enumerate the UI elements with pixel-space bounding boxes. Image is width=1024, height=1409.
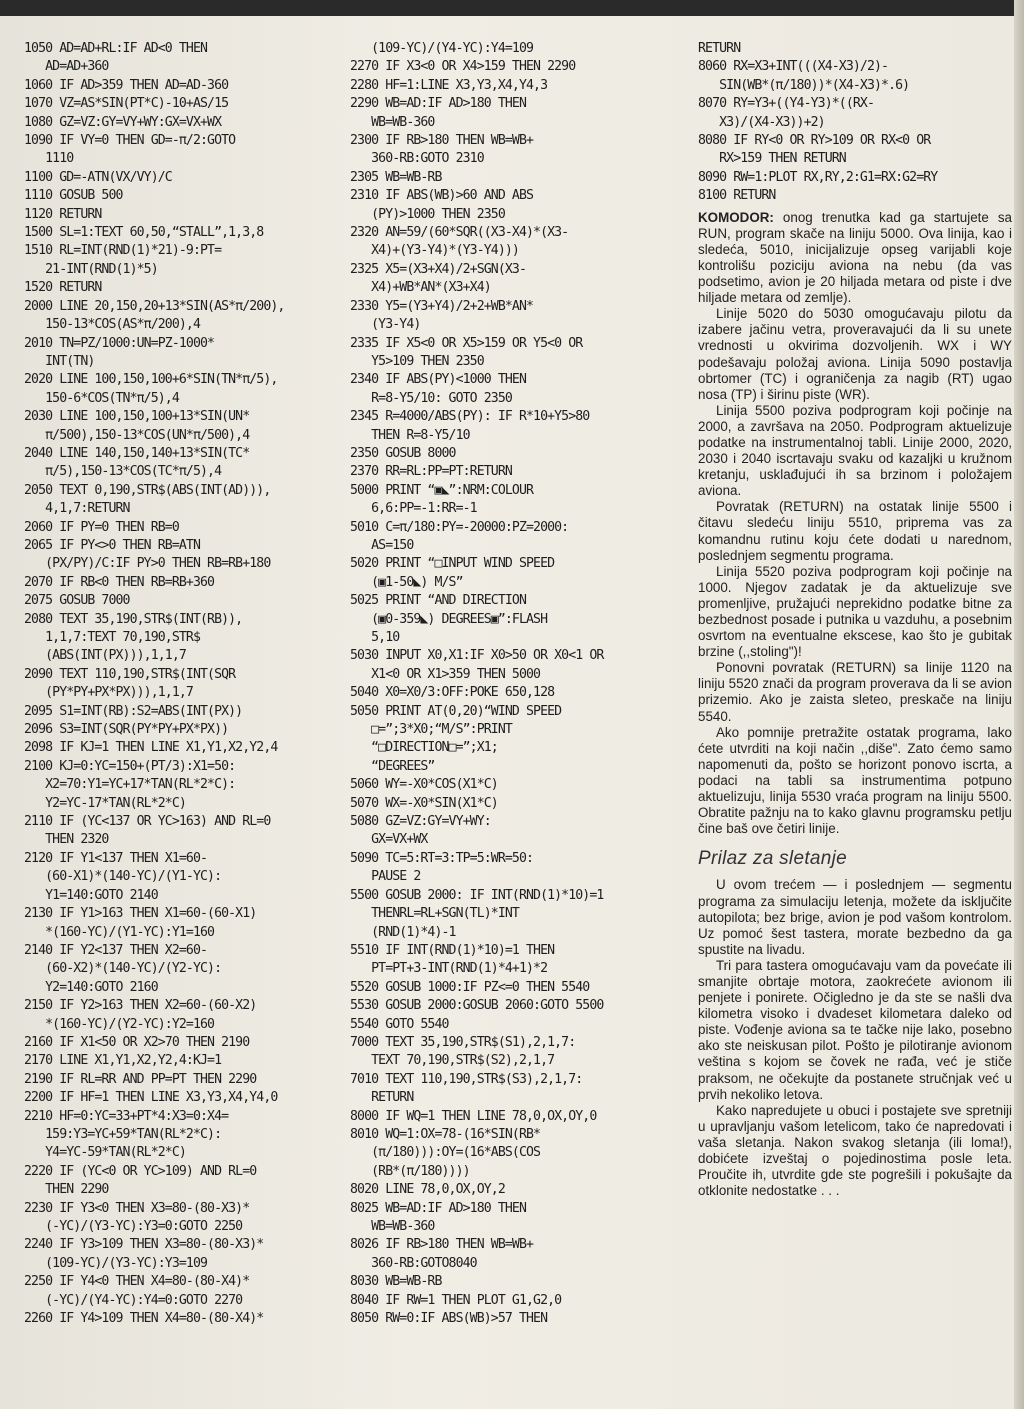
code-line: 2300 IF RB>180 THEN WB=WB+: [350, 133, 534, 149]
code-line: X2=70:Y1=YC+17*TAN(RL*2*C):: [24, 777, 236, 793]
code-line: 1520 RETURN: [24, 280, 102, 296]
code-line: 2210 HF=0:YC=33+PT*4:X3=0:X4=: [24, 1108, 229, 1124]
code-line: 360-RB:GOTO 2310: [350, 151, 484, 167]
code-line: 8080 IF RY<0 OR RY>109 OR RX<0 OR: [698, 133, 931, 149]
code-line: 2110 IF (YC<137 OR YC>163) AND RL=0: [24, 814, 271, 830]
code-line: 8090 RW=1:PLOT RX,RY,2:G1=RX:G2=RY: [698, 169, 938, 185]
code-line: 1050 AD=AD+RL:IF AD<0 THEN: [24, 41, 208, 56]
code-line: PT=PT+3-INT(RND(1)*4+1)*2: [350, 961, 548, 977]
code-block-right: [698, 40, 1012, 206]
code-line: PAUSE 2: [350, 869, 421, 885]
code-column-middle: [350, 40, 680, 1328]
paragraph-text: onog trenutka kad ga startujete sa RUN, program skače na liniju 5000. Ova linija, kao i sledeća, 5010, inicijalizuje opseg varijabli koje kontrolišu poziciju aviona na nebu (da vas podsetimo, avion je 20 hiljada metara od piste i dve hiljade metara od zemlje).: [698, 209, 1012, 306]
code-line: 8070 RY=Y3+((Y4-Y3)*((RX-: [698, 96, 874, 112]
code-line: 2305 WB=WB-RB: [350, 169, 442, 185]
code-line: 2096 S3=INT(SQR(PY*PY+PX*PX)): [24, 722, 229, 738]
code-line: 2160 IF X1<50 OR X2>70 THEN 2190: [24, 1034, 250, 1050]
code-line: (ABS(INT(PX))),1,1,7: [24, 648, 186, 664]
code-line: (PY)>1000 THEN 2350: [350, 206, 505, 222]
code-line: X3)/(X4-X3))+2): [698, 114, 825, 130]
code-line: 5080 GZ=VZ:GY=VY+WY:: [350, 814, 491, 830]
code-line: 360-RB:GOTO8040: [350, 1255, 477, 1271]
code-line: 1080 GZ=VZ:GY=VY+WY:GX=VX+WX: [24, 114, 222, 130]
code-line: 2095 S1=INT(RB):S2=ABS(INT(PX)): [24, 703, 243, 719]
code-line: 2340 IF ABS(PY)<1000 THEN: [350, 372, 526, 388]
code-line: 5500 GOSUB 2000: IF INT(RND(1)*10)=1: [350, 887, 604, 903]
code-column-left: [24, 40, 342, 1328]
paragraph: Linije 5020 do 5030 omogućavaju pilotu da izabere jačinu vetra, proveravajući da li su unete vrednosti u okvirima dozvoljenih. WX i WY podešavaju položaj aviona. Linija 5090 postavlja obrtomer (TC) i ograničenja za nagib (RT) ugao nosa (TP) i širinu piste (WR).: [698, 306, 1012, 402]
code-line: (π/180))):OY=(16*ABS(COS: [350, 1145, 541, 1161]
article-body: [698, 210, 1012, 1200]
code-line: 2310 IF ABS(WB)>60 AND ABS: [350, 188, 534, 204]
code-line: 2150 IF Y2>163 THEN X2=60-(60-X2): [24, 998, 257, 1014]
code-line: 2350 GOSUB 8000: [350, 445, 456, 461]
code-line: 8000 IF WQ=1 THEN LINE 78,0,OX,OY,0: [350, 1108, 597, 1124]
code-line: 1090 IF VY=0 THEN GD=-π/2:GOTO: [24, 133, 236, 149]
code-line: 2330 Y5=(Y3+Y4)/2+2+WB*AN*: [350, 298, 534, 314]
code-line: 5530 GOSUB 2000:GOSUB 2060:GOTO 5500: [350, 998, 604, 1014]
code-line: 2140 IF Y2<137 THEN X2=60-: [24, 942, 208, 958]
code-line: THEN R=8-Y5/10: [350, 427, 470, 443]
code-line: 8060 RX=X3+INT(((X4-X3)/2)-: [698, 59, 889, 75]
code-line: (-YC)/(Y3-YC):Y3=0:GOTO 2250: [24, 1219, 243, 1234]
code-line: 2260 IF Y4>109 THEN X4=80-(80-X4)*: [24, 1311, 264, 1327]
code-line: 2065 IF PY<>0 THEN RB=ATN: [24, 537, 200, 553]
code-line: 2130 IF Y1>163 THEN X1=60-(60-X1): [24, 906, 257, 922]
code-line: 2090 TEXT 110,190,STR$(INT(SQR: [24, 666, 236, 682]
code-line: 2098 IF KJ=1 THEN LINE X1,Y1,X2,Y2,4: [24, 740, 278, 756]
code-line: 1510 RL=INT(RND(1)*21)-9:PT=: [24, 243, 222, 259]
code-line: X1<0 OR X1>359 THEN 5000: [350, 666, 541, 682]
code-line: 2190 IF RL=RR AND PP=PT THEN 2290: [24, 1071, 257, 1087]
code-line: AS=150: [350, 537, 414, 553]
code-line: 2020 LINE 100,150,100+6*SIN(TN*π/5),: [24, 372, 278, 388]
code-line: 2070 IF RB<0 THEN RB=RB+360: [24, 574, 215, 590]
code-line: 2280 HF=1:LINE X3,Y3,X4,Y4,3: [350, 77, 548, 93]
code-line: 2040 LINE 140,150,140+13*SIN(TC*: [24, 445, 250, 461]
code-line: 2170 LINE X1,Y1,X2,Y2,4:KJ=1: [24, 1053, 222, 1069]
code-line: 2080 TEXT 35,190,STR$(INT(RB)),: [24, 611, 243, 627]
code-line: Y2=140:GOTO 2160: [24, 979, 158, 995]
code-line: 5090 TC=5:RT=3:TP=5:WR=50:: [350, 850, 534, 866]
code-line: 5010 C=π/180:PY=-20000:PZ=2000:: [350, 519, 569, 535]
code-line: 8026 IF RB>180 THEN WB=WB+: [350, 1237, 534, 1253]
code-line: THEN 2290: [24, 1182, 109, 1198]
code-line: 5070 WX=-X0*SIN(X1*C): [350, 795, 498, 811]
code-line: 5030 INPUT X0,X1:IF X0>50 OR X0<1 OR: [350, 648, 604, 664]
code-line: 2010 TN=PZ/1000:UN=PZ-1000*: [24, 335, 215, 351]
code-line: 5060 WY=-X0*COS(X1*C): [350, 777, 498, 793]
paragraph: Linija 5500 poziva podprogram koji počinje na 2000, a završava na 2050. Podprogram aktuelizuje podatke na instrumentalnoj tabli. Linije 2000, 2020, 2030 i 2040 iscrtavaju svaku od kazaljki u kružnom kretanju, usklađujući ih sa brzinom i položajem aviona.: [698, 402, 1012, 499]
scan-right-edge: [1014, 0, 1024, 1409]
code-line: 2335 IF X5<0 OR X5>159 OR Y5<0 OR: [350, 335, 583, 351]
code-line: 2120 IF Y1<137 THEN X1=60-: [24, 850, 208, 866]
code-line: 6,6:PP=-1:RR=-1: [350, 501, 477, 517]
paragraph: Linija 5520 poziva podprogram koji počinje na 1000. Njegov zadatak je da aktuelizuje sve promenljive, pružajući neprekidno podatke bitne za bezbednost posade i putnika u vazduhu, a posebnim osvrtom na eventualne ekscese, kao što je gubitak brzine (,,stoling")!: [698, 563, 1012, 660]
code-line: 2250 IF Y4<0 THEN X4=80-(80-X4)*: [24, 1274, 250, 1290]
paragraph: Povratak (RETURN) na ostatak linije 5500 i čitavu sledeću liniju 5510, priprema vas za komandnu rutinu koju ćete dodati u narednom, poslednjem segmentu programa.: [698, 499, 1012, 563]
code-line: (RND(1)*4)-1: [350, 924, 456, 940]
paragraph: [698, 210, 1012, 307]
code-line: (109-YC)/(Y4-YC):Y4=109: [350, 41, 534, 56]
code-line: THENRL=RL+SGN(TL)*INT: [350, 906, 519, 922]
code-line: 2200 IF HF=1 THEN LINE X3,Y3,X4,Y4,0: [24, 1090, 278, 1106]
code-line: 4,1,7:RETURN: [24, 501, 130, 517]
code-line: THEN 2320: [24, 832, 109, 848]
code-line: 8030 WB=WB-RB: [350, 1274, 442, 1290]
code-line: □=”;3*X0;“M/S”:PRINT: [350, 722, 512, 738]
code-line: 2220 IF (YC<0 OR YC>109) AND RL=0: [24, 1163, 257, 1179]
text-column-right: [698, 40, 1012, 1199]
code-line: 150-6*COS(TN*π/5),4: [24, 390, 179, 406]
code-line: Y5>109 THEN 2350: [350, 353, 484, 369]
code-line: 2100 KJ=0:YC=150+(PT/3):X1=50:: [24, 758, 236, 774]
code-line: 5,10: [350, 630, 400, 645]
code-line: GX=VX+WX: [350, 832, 428, 848]
code-line: R=8-Y5/10: GOTO 2350: [350, 390, 512, 406]
code-line: 2050 TEXT 0,190,STR$(ABS(INT(AD))),: [24, 482, 271, 498]
paragraph: Ponovni povratak (RETURN) sa linije 1120 na liniju 5520 znači da program proverava da li se avion prizemio. Ako je zaista sleteo, preskače na liniju 5540.: [698, 660, 1012, 724]
code-line: Y1=140:GOTO 2140: [24, 887, 158, 903]
code-line: (RB*(π/180)))): [350, 1163, 470, 1179]
paragraph: U ovom trećem — i poslednjem — segmentu programa za simulaciju letenja, možete da isključite autopilota; bez brige, avion je pod vašom kontrolom. Uz pomoć šest tastera, morate bezbedno da ga spustite na livadu.: [698, 877, 1012, 957]
code-line: 21-INT(RND(1)*5): [24, 261, 158, 277]
code-line: (109-YC)/(Y3-YC):Y3=109: [24, 1255, 208, 1271]
code-line: 1110 GOSUB 500: [24, 188, 123, 204]
code-line: 8100 RETURN: [698, 188, 776, 204]
code-line: 2290 WB=AD:IF AD>180 THEN: [350, 96, 526, 112]
section-heading: Prilaz za sletanje: [698, 848, 848, 870]
code-line: SIN(WB*(π/180))*(X4-X3)*.6): [698, 77, 910, 93]
code-line: 1060 IF AD>359 THEN AD=AD-360: [24, 77, 229, 93]
code-line: (PY*PY+PX*PX))),1,1,7: [24, 685, 193, 701]
code-line: 1120 RETURN: [24, 206, 102, 222]
code-line: 1100 GD=-ATN(VX/VY)/C: [24, 169, 172, 185]
code-line: 8020 LINE 78,0,OX,OY,2: [350, 1182, 505, 1198]
code-line: 5020 PRINT “□INPUT WIND SPEED: [350, 556, 555, 572]
code-line: *(160-YC)/(Y2-YC):Y2=160: [24, 1016, 215, 1032]
code-line: (60-X2)*(140-YC)/(Y2-YC):: [24, 961, 222, 977]
code-line: (PX/PY)/C:IF PY>0 THEN RB=RB+180: [24, 556, 271, 572]
code-line: “DEGREES”: [350, 758, 435, 774]
code-line: (60-X1)*(140-YC)/(Y1-YC):: [24, 869, 222, 885]
code-line: X4)+WB*AN*(X3+X4): [350, 280, 491, 296]
code-line: 7000 TEXT 35,190,STR$(S1),2,1,7:: [350, 1034, 576, 1050]
code-line: 2075 GOSUB 7000: [24, 593, 130, 609]
code-line: INT(TN): [24, 353, 95, 369]
code-line: WB=WB-360: [350, 114, 435, 130]
code-line: 159:Y3=YC+59*TAN(RL*2*C):: [24, 1126, 222, 1142]
code-line: 2270 IF X3<0 OR X4>159 THEN 2290: [350, 59, 576, 75]
code-line: 2325 X5=(X3+X4)/2+SGN(X3-: [350, 261, 526, 277]
code-line: 2000 LINE 20,150,20+13*SIN(AS*π/200),: [24, 298, 285, 314]
code-line: Y4=YC-59*TAN(RL*2*C): [24, 1145, 186, 1161]
code-line: 1110: [24, 151, 74, 167]
code-line: RX>159 THEN RETURN: [698, 151, 846, 167]
code-line: π/500),150-13*COS(UN*π/500),4: [24, 427, 250, 443]
code-line: 5520 GOSUB 1000:IF PZ<=0 THEN 5540: [350, 979, 590, 995]
code-line: *(160-YC)/(Y1-YC):Y1=160: [24, 924, 215, 940]
code-line: 8025 WB=AD:IF AD>180 THEN: [350, 1200, 526, 1216]
code-line: π/5),150-13*COS(TC*π/5),4: [24, 464, 222, 480]
code-line: 5000 PRINT “▣◣”:NRM:COLOUR: [350, 482, 534, 498]
code-line: 1500 SL=1:TEXT 60,50,“STALL”,1,3,8: [24, 225, 264, 241]
code-line: 2230 IF Y3<0 THEN X3=80-(80-X3)*: [24, 1200, 250, 1216]
code-line: “□DIRECTION□=”;X1;: [350, 740, 498, 756]
code-line: 2345 R=4000/ABS(PY): IF R*10+Y5>80: [350, 409, 590, 425]
code-line: 8010 WQ=1:OX=78-(16*SIN(RB*: [350, 1126, 541, 1142]
code-line: RETURN: [350, 1090, 414, 1106]
code-line: 1070 VZ=AS*SIN(PT*C)-10+AS/15: [24, 96, 229, 112]
code-line: 5540 GOTO 5540: [350, 1016, 449, 1032]
code-line: AD=AD+360: [24, 59, 109, 75]
code-line: 2240 IF Y3>109 THEN X3=80-(80-X3)*: [24, 1237, 264, 1253]
code-line: 2320 AN=59/(60*SQR((X3-X4)*(X3-: [350, 225, 569, 241]
paragraph: Ako pomnije pretražite ostatak programa, lako ćete utvrditi na koji način ,,diše". Zato ćemo samo napomenuti da, pošto se horizont ponovo iscrta, a podaci na tabli sa instrumentima potpuno aktuelizuju, linija 5530 vraća program na liniju 5500. Obratite pažnju na to kako glavnu programsku petlju čine baš ove četiri linije.: [698, 724, 1012, 837]
code-line: 8040 IF RW=1 THEN PLOT G1,G2,0: [350, 1292, 562, 1308]
code-line: TEXT 70,190,STR$(S2),2,1,7: [350, 1053, 555, 1069]
code-line: 150-13*COS(AS*π/200),4: [24, 317, 200, 333]
code-line: 5040 X0=X0/3:OFF:POKE 650,128: [350, 685, 555, 701]
komodor-label: KOMODOR:: [698, 209, 774, 225]
code-line: 5050 PRINT AT(0,20)“WIND SPEED: [350, 703, 562, 719]
code-line: 1,1,7:TEXT 70,190,STR$: [24, 630, 200, 645]
scan-top-edge: [0, 0, 1024, 16]
code-line: 2030 LINE 100,150,100+13*SIN(UN*: [24, 409, 250, 425]
code-line: WB=WB-360: [350, 1219, 435, 1234]
code-line: 2060 IF PY=0 THEN RB=0: [24, 519, 179, 535]
paragraph: Tri para tastera omogućavaju vam da povećate ili smanjite obrtaje motora, zaokrećete avionom ili penjete i ponirete. Očigledno je da ste se našli dva kilometra visoko i dvadeset kilometara daleko od piste. Vođenje aviona sa te tačke nije lako, posebno ako ste neiskusan pilot. Pošto je pilotiranje avionom veština s kojom se čovek ne rađa, već je stiče praksom, ne očekujte da postanete stručnjak već u prvih nekoliko letova.: [698, 957, 1012, 1102]
code-line: (Y3-Y4): [350, 317, 421, 333]
code-line: (-YC)/(Y4-YC):Y4=0:GOTO 2270: [24, 1292, 243, 1308]
code-line: 5025 PRINT “AND DIRECTION: [350, 593, 526, 609]
code-line: 5510 IF INT(RND(1)*10)=1 THEN: [350, 942, 555, 958]
code-line: Y2=YC-17*TAN(RL*2*C): [24, 795, 186, 811]
code-line: (▣0-359◣) DEGREES▣”:FLASH: [350, 611, 548, 627]
code-line: 2370 RR=RL:PP=PT:RETURN: [350, 464, 512, 480]
code-line: 7010 TEXT 110,190,STR$(S3),2,1,7:: [350, 1071, 583, 1087]
code-line: 8050 RW=0:IF ABS(WB)>57 THEN: [350, 1311, 548, 1327]
code-line: RETURN: [698, 41, 741, 56]
code-line: X4)+(Y3-Y4)*(Y3-Y4))): [350, 243, 519, 259]
paragraph: Kako napredujete u obuci i postajete sve spretniji u upravljanju vašom letelicom, tako će napredovati i vaša sletanja. Nakon svakog sletanja (ili loma!), dobićete izveštaj o pojedinostima posle leta. Proučite ih, utvrdite gde ste pogrešili i pokušajte da otklonite nedostatke . . .: [698, 1102, 1012, 1199]
code-line: (▣1-50◣) M/S”: [350, 574, 463, 590]
